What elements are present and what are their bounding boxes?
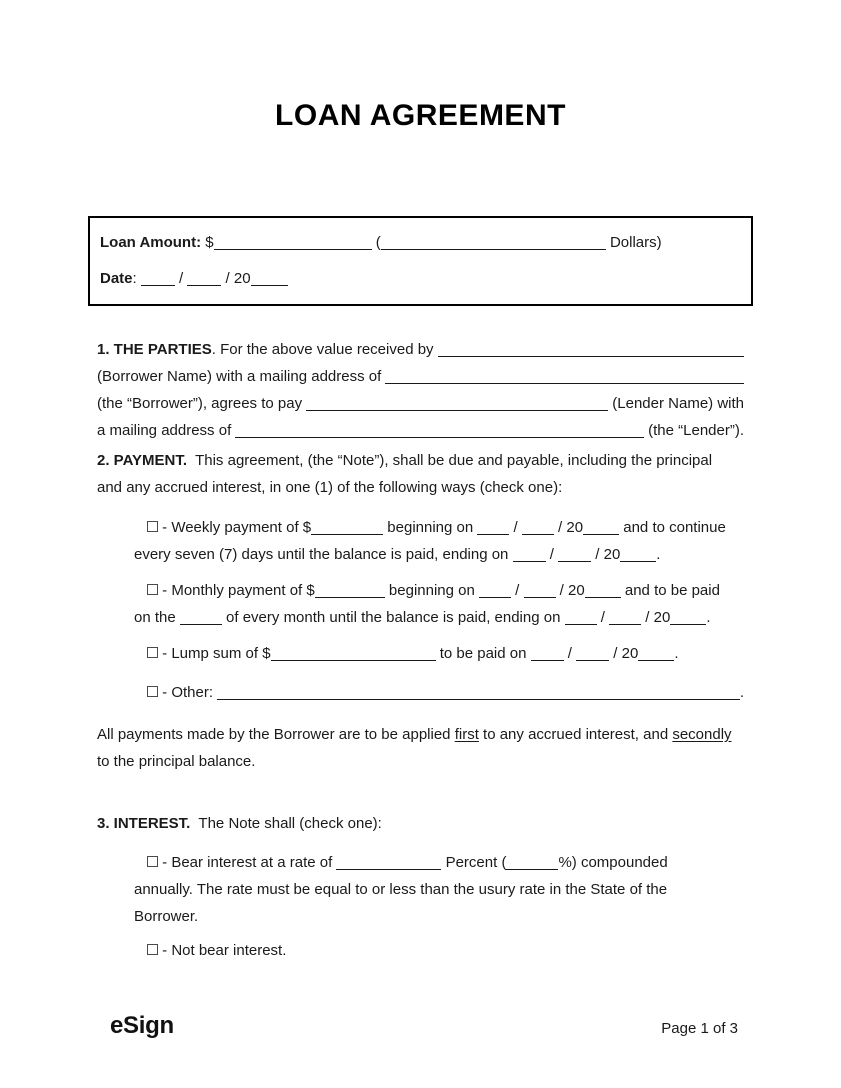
text-segment: The Note shall (check one): [190,815,382,832]
blank-field[interactable] [609,623,641,625]
text-segment: Percent ( [441,854,507,871]
text-segment: This agreement, (the “Note”), shall be due and payable, including the principal [187,452,713,469]
blank-field[interactable] [306,409,608,411]
form-line [134,937,744,964]
checkbox[interactable] [147,944,158,955]
text-segment: a mailing address of [97,422,236,439]
blank-field[interactable] [381,248,606,250]
text-segment: (the “Borrower”), agrees to pay [97,395,307,412]
form-line [97,336,744,363]
form-line [97,721,744,748]
blank-field[interactable] [524,596,556,598]
text-segment: . [656,546,661,563]
checkbox[interactable] [147,856,158,867]
text-segment: / [174,270,188,287]
blank-field[interactable] [271,659,436,661]
text-segment: / [563,645,577,662]
blank-field[interactable] [565,623,597,625]
form-line [134,577,744,604]
section-parties [97,336,744,444]
form-line [134,849,744,876]
text-segment: (Borrower Name) with a mailing address of [97,368,386,385]
text-segment: 2. PAYMENT. [97,452,188,469]
form-line [134,903,744,930]
text-segment: All payments made by the Borrower are to be applied [97,726,455,743]
form-line [134,679,744,706]
text-segment: Borrower. [134,908,199,925]
form-line [97,810,744,837]
text-segment: %) compounded [558,854,668,871]
form-line [97,447,744,474]
text-segment: - Weekly payment of $ [158,519,312,536]
blank-field[interactable] [638,659,674,661]
blank-field[interactable] [522,533,554,535]
form-line [100,265,741,292]
blank-field[interactable] [558,560,591,562]
text-segment: $ [201,234,214,251]
blank-field[interactable] [315,596,385,598]
text-segment: - Bear interest at a rate of [158,854,337,871]
blank-field[interactable] [477,533,509,535]
text-segment: / [545,546,559,563]
text-segment: / 20 [553,519,584,536]
page-footer [97,1012,744,1040]
text-segment: Loan Amount: [100,234,202,251]
text-segment: Dollars) [605,234,662,251]
blank-field[interactable] [576,659,609,661]
payment-option-other [134,679,744,706]
text-segment: / 20 [221,270,251,287]
checkbox[interactable] [147,584,158,595]
form-line [97,474,744,501]
blank-field[interactable] [670,623,706,625]
text-segment: / 20 [641,609,671,626]
esign-logo: eSign [110,1012,174,1039]
blank-field[interactable] [531,659,564,661]
blank-field[interactable] [479,596,511,598]
loan-amount-box [88,216,753,306]
blank-field[interactable] [235,436,644,438]
text-segment: on the [134,609,180,626]
blank-field[interactable] [141,284,175,286]
form-line [134,514,744,541]
checkbox[interactable] [147,647,158,658]
form-line [134,640,744,667]
text-segment: - Not bear interest. [158,942,287,959]
blank-field[interactable] [217,698,740,700]
blank-field[interactable] [620,560,656,562]
text-segment: (the “Lender”). [643,422,744,439]
text-segment: - Other: [158,684,218,701]
blank-field[interactable] [385,382,744,384]
text-segment: - Monthly payment of $ [158,582,315,599]
payments-applied-note [97,721,744,775]
text-segment: beginning on [383,519,478,536]
form-line [134,541,744,568]
form-line [97,748,744,775]
blank-field[interactable] [180,623,222,625]
payment-option-monthly [134,577,744,631]
payment-option-lump-sum [134,640,744,667]
blank-field[interactable] [214,248,372,250]
form-line [134,876,744,903]
text-segment: to the principal balance. [97,753,256,770]
page-number: Page 1 of 3 [661,1020,738,1037]
blank-field[interactable] [583,533,619,535]
form-line [134,604,744,631]
text-segment: . [739,684,744,701]
text-segment: / [509,519,522,536]
text-segment: secondly [672,726,732,743]
text-segment: 1. THE PARTIES [97,341,212,358]
section-payment-heading [97,447,744,501]
blank-field[interactable] [311,533,383,535]
text-segment: beginning on [384,582,479,599]
text-segment: / [511,582,524,599]
text-segment: 3. INTEREST. [97,815,191,832]
checkbox[interactable] [147,521,158,532]
text-segment: . [706,609,711,626]
section-interest-heading [97,810,744,837]
text-segment: first [454,726,479,743]
text-segment: annually. The rate must be equal to or less than the usury rate in the State of the [134,881,668,898]
text-segment: . For the above value received by [211,341,438,358]
blank-field[interactable] [336,868,441,870]
text-segment: every seven (7) days until the balance is paid, ending on [134,546,513,563]
interest-option-not-bear [134,937,744,964]
form-line [97,390,744,417]
text-segment: / 20 [609,645,639,662]
blank-field[interactable] [506,868,558,870]
blank-field[interactable] [585,596,621,598]
text-segment: to any accrued interest, and [478,726,673,743]
payment-option-weekly [134,514,744,568]
blank-field[interactable] [251,284,288,286]
text-segment: . [674,645,679,662]
text-segment: ( [371,234,381,251]
text-segment: / 20 [555,582,585,599]
blank-field[interactable] [438,355,744,357]
text-segment: - Lump sum of $ [158,645,271,662]
text-segment: : [132,270,141,287]
text-segment: and any accrued interest, in one (1) of the following ways (check one): [97,479,563,496]
text-segment: to be paid on [435,645,531,662]
text-segment: (Lender Name) with [608,395,744,412]
text-segment: and to continue [619,519,726,536]
checkbox[interactable] [147,686,158,697]
page-title: LOAN AGREEMENT [275,99,566,132]
interest-option-bear [134,849,744,930]
blank-field[interactable] [187,284,221,286]
text-segment: of every month until the balance is paid, ending on [221,609,565,626]
form-line [97,417,744,444]
form-line [100,229,741,256]
text-segment: and to be paid [620,582,720,599]
blank-field[interactable] [513,560,546,562]
text-segment: / [596,609,610,626]
form-line [97,363,744,390]
text-segment: Date [100,270,133,287]
text-segment: / 20 [591,546,621,563]
